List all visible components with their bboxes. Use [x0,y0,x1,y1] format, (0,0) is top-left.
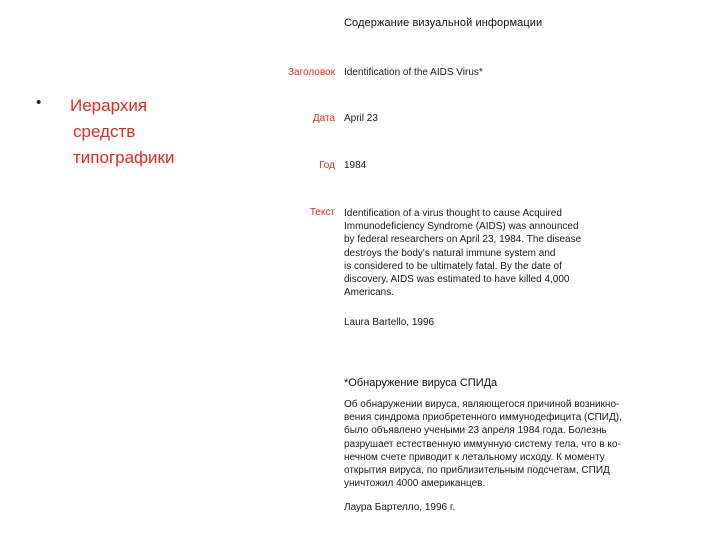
field-label-text: Текст [309,207,335,218]
bullet-text [70,93,230,171]
field-value-year: 1984 [344,160,367,171]
text-line: Americans. [344,287,395,299]
text-line: разрушает естественную иммунную систему тела, что в ко- [344,438,621,450]
field-label-title: Заголовок [287,67,335,78]
sheet-title: Содержание визуальной информации [344,17,543,29]
text-line: нечном счете приводит к летальному исходу. К моменту [344,451,605,463]
text-line: открытия вируса, по приблизительным подсчетам, СПИД [344,465,610,477]
bullet-dot: • [36,94,42,111]
russian-title: *Обнаружение вируса СПИДа [344,377,498,389]
bullet-line: Иерархия [70,96,148,115]
field-label-date: Дата [312,113,335,124]
field-value-date: April 23 [344,113,378,124]
bullet-line: средств [73,122,136,141]
text-line: destroys the body's natural immune system and [344,247,556,259]
text-line: is considered to be ultimately fatal. By the date of [344,260,562,272]
credit-english: Laura Bartello, 1996 [344,317,435,328]
content-sheet [270,0,650,540]
text-line: вения синдрома приобретенного иммунодефицита (СПИД), [344,412,622,424]
text-line: было объявлено учеными 23 апреля 1984 года. Болезнь [344,425,607,437]
text-line: discovery, AIDS was estimated to have killed 4,000 [344,274,570,286]
text-line: by federal researchers on April 23, 1984. The disease [344,234,582,246]
field-label-year: Год [319,160,335,171]
text-line: Identification of a virus thought to cause Acquired [344,208,562,219]
text-line: Об обнаружении вируса, являющегося причиной возникно- [344,399,620,410]
text-line: Immunodeficiency Syndrome (AIDS) was announced [344,221,579,233]
bullet-line: типографики [73,148,175,167]
english-text [344,207,644,299]
credit-russian: Лаура Бартелло, 1996 г. [344,502,456,513]
text-line: уничтожил 4000 американцев. [344,478,486,490]
field-value-title: Identification of the AIDS Virus* [344,67,483,78]
russian-text [344,398,644,490]
